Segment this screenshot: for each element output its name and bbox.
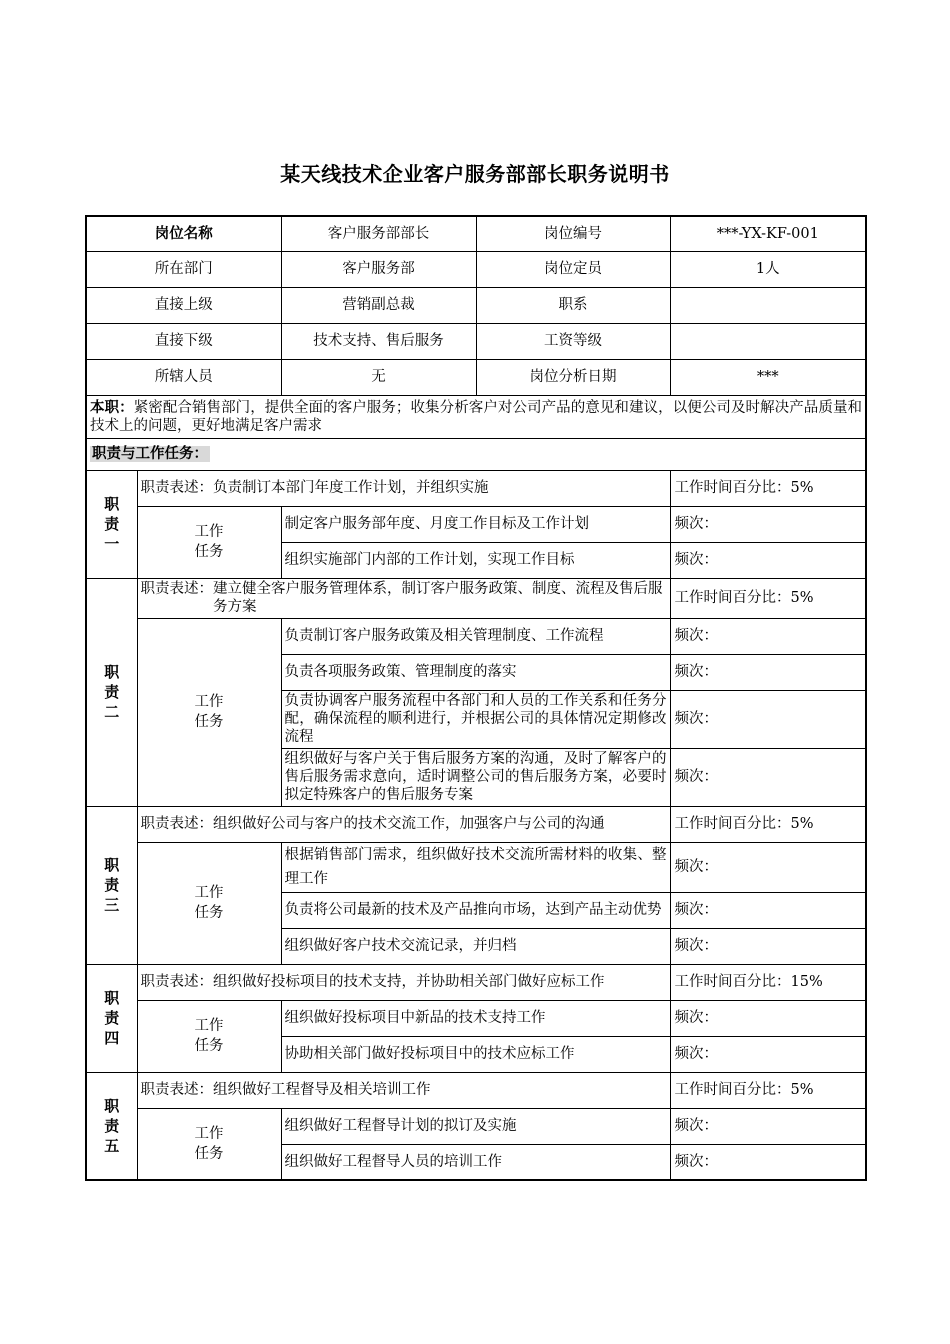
time-percentage: 工作时间百分比：5% [670,578,866,618]
frequency: 频次： [670,928,866,964]
frequency: 频次： [670,690,866,748]
info-value: *** [670,359,866,395]
task-row [86,1000,866,1036]
task-label: 工作 任务 [137,506,281,578]
duty-name: 职 责 二 [86,578,137,806]
info-value: 营销副总裁 [281,287,476,323]
task-label: 工作 任务 [137,1000,281,1072]
info-label: 岗位定员 [476,251,670,287]
info-value [670,323,866,359]
summary-label: 本职： [90,399,134,416]
task-text: 组织做好投标项目中新品的技术支持工作 [281,1000,670,1036]
info-label: 工资等级 [476,323,670,359]
info-value: 无 [281,359,476,395]
info-label: 岗位名称 [86,216,281,251]
time-percentage: 工作时间百分比：5% [670,470,866,506]
duties-heading: 职责与工作任务： [86,438,866,470]
info-label: 职系 [476,287,670,323]
frequency: 频次： [670,654,866,690]
frequency: 频次： [670,748,866,806]
info-row [86,251,866,287]
time-percentage: 工作时间百分比：5% [670,806,866,842]
info-label: 岗位分析日期 [476,359,670,395]
info-row [86,216,866,251]
task-text: 组织实施部门内部的工作计划，实现工作目标 [281,542,670,578]
frequency: 频次： [670,506,866,542]
info-label: 岗位编号 [476,216,670,251]
duty-description: 职责表述： 负责制订本部门年度工作计划，并组织实施 [137,470,670,506]
duty-desc-row [86,1072,866,1108]
info-value: 客户服务部 [281,251,476,287]
task-text: 负责各项服务政策、管理制度的落实 [281,654,670,690]
task-row [86,618,866,654]
task-text: 负责将公司最新的技术及产品推向市场，达到产品主动优势 [281,892,670,928]
frequency: 频次： [670,1000,866,1036]
task-row [86,506,866,542]
duty-description: 职责表述： 组织做好公司与客户的技术交流工作，加强客户与公司的沟通 [137,806,670,842]
duty-desc-row [86,964,866,1000]
frequency: 频次： [670,842,866,892]
section-heading-row [86,438,866,470]
task-text: 协助相关部门做好投标项目中的技术应标工作 [281,1036,670,1072]
duty-description: 职责表述： 建立健全客户服务管理体系，制订客户服务政策、制度、流程及售后服务方案 [137,578,670,618]
task-text: 组织做好与客户关于售后服务方案的沟通，及时了解客户的售后服务需求意向，适时调整公司的售后服务方案，必要时拟定特殊客户的售后服务专案 [281,748,670,806]
task-text: 负责制订客户服务政策及相关管理制度、工作流程 [281,618,670,654]
duty-description: 职责表述： 组织做好工程督导及相关培训工作 [137,1072,670,1108]
task-text: 组织做好工程督导计划的拟订及实施 [281,1108,670,1144]
frequency: 频次： [670,618,866,654]
frequency: 频次： [670,1036,866,1072]
task-text: 负责协调客户服务流程中各部门和人员的工作关系和任务分配，确保流程的顺利进行，并根据公司的具体情况定期修改流程 [281,690,670,748]
document-title: 某天线技术企业客户服务部部长职务说明书 [280,162,670,186]
duty-description: 职责表述： 组织做好投标项目的技术支持，并协助相关部门做好应标工作 [137,964,670,1000]
duty-desc-row [86,578,866,618]
summary-text: 紧密配合销售部门，提供全面的客户服务；收集分析客户对公司产品的意见和建议，以便公司及时解决产品质量和技术上的问题，更好地满足客户需求 [90,399,863,434]
duty-desc-row [86,806,866,842]
frequency: 频次： [670,1108,866,1144]
task-label: 工作 任务 [137,618,281,806]
duty-name: 职 责 五 [86,1072,137,1180]
info-value: 1人 [670,251,866,287]
duty-name: 职 责 三 [86,806,137,964]
task-text: 根据销售部门需求，组织做好技术交流所需材料的收集、整理工作 [281,842,670,892]
info-value: 客户服务部部长 [281,216,476,251]
frequency: 频次： [670,892,866,928]
time-percentage: 工作时间百分比：15% [670,964,866,1000]
duty-name: 职 责 一 [86,470,137,578]
info-row [86,287,866,323]
info-label: 所在部门 [86,251,281,287]
frequency: 频次： [670,1144,866,1180]
info-label: 所辖人员 [86,359,281,395]
job-description-table [85,215,867,1181]
task-row [86,1108,866,1144]
info-value [670,287,866,323]
frequency: 频次： [670,542,866,578]
task-text: 组织做好客户技术交流记录，并归档 [281,928,670,964]
info-value: ***-YX-KF-001 [670,216,866,251]
task-text: 组织做好工程督导人员的培训工作 [281,1144,670,1180]
info-value: 技术支持、售后服务 [281,323,476,359]
info-row [86,359,866,395]
info-label: 直接上级 [86,287,281,323]
task-label: 工作 任务 [137,842,281,964]
duty-desc-row [86,470,866,506]
info-row [86,323,866,359]
duty-name: 职 责 四 [86,964,137,1072]
info-label: 直接下级 [86,323,281,359]
task-label: 工作 任务 [137,1108,281,1180]
task-text: 制定客户服务部年度、月度工作目标及工作计划 [281,506,670,542]
time-percentage: 工作时间百分比：5% [670,1072,866,1108]
task-row [86,842,866,892]
summary-row [86,395,866,438]
summary-cell [86,395,866,438]
